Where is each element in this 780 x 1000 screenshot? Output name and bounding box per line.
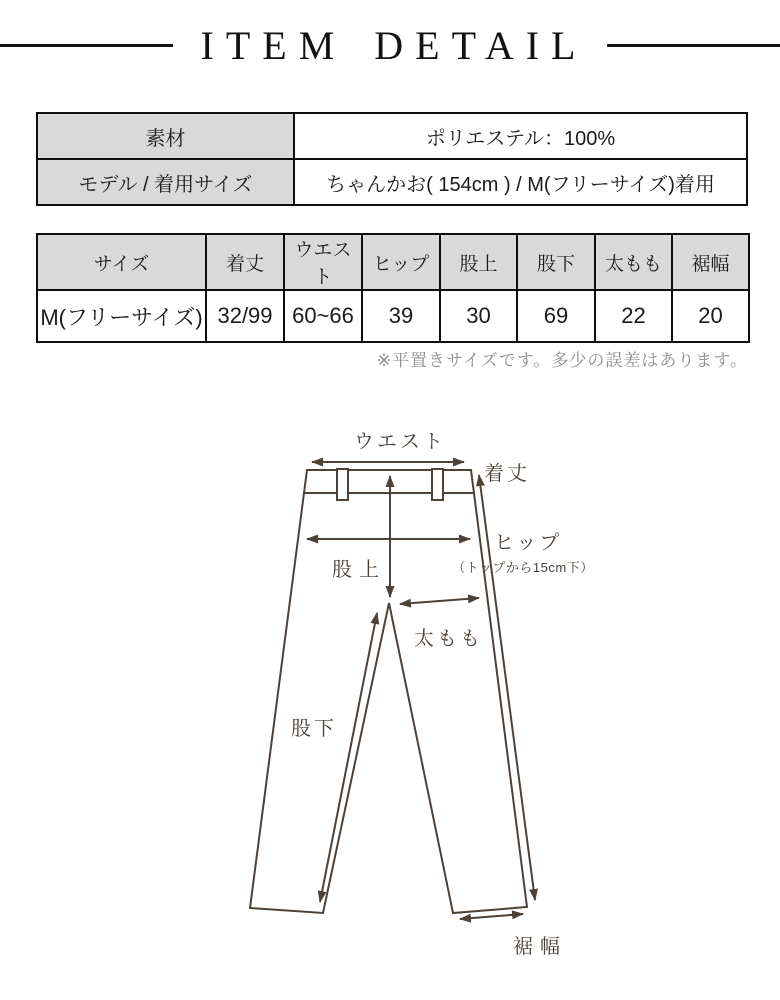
hip-label: ヒップ: [494, 532, 563, 554]
info-value-model-size: ちゃんかお( 154cm ) / M(フリーサイズ)着用: [294, 159, 747, 205]
col-header-hem: 裾幅: [672, 234, 749, 290]
col-header-inseam: 股下: [517, 234, 595, 290]
inseam-label: 股下: [291, 718, 337, 740]
measurement-note: ※平置きサイズです。多少の誤差はあります。: [376, 351, 748, 370]
cell-size: M(フリーサイズ): [37, 290, 206, 342]
cell-rise: 30: [440, 290, 517, 342]
cell-waist: 60~66: [284, 290, 362, 342]
pants-outline: [250, 470, 527, 913]
col-header-waist: ウエスト: [284, 234, 362, 290]
cell-length: 32/99: [206, 290, 284, 342]
hem-width-label: 裾幅: [513, 936, 567, 958]
col-header-size: サイズ: [37, 234, 206, 290]
table-row: [37, 113, 747, 159]
table-row: [37, 159, 747, 205]
length-label: 着丈: [484, 463, 530, 485]
thigh-label: 太もも: [414, 628, 483, 650]
col-header-hip: ヒップ: [362, 234, 440, 290]
section-header: [0, 24, 780, 66]
header-rule-left: [0, 44, 173, 47]
cell-inseam: 69: [517, 290, 595, 342]
size-table-data-row: [37, 290, 749, 342]
col-header-rise: 股上: [440, 234, 517, 290]
cell-hip: 39: [362, 290, 440, 342]
col-header-thigh: 太もも: [595, 234, 672, 290]
belt-loop-left: [337, 469, 348, 500]
rise-label: 股上: [332, 559, 386, 581]
info-label-material: 素材: [37, 113, 294, 159]
header-rule-right: [607, 44, 780, 47]
hem-width-arrow: [460, 914, 523, 919]
size-table-header-row: [37, 234, 749, 290]
size-table: [36, 233, 750, 343]
cell-hem: 20: [672, 290, 749, 342]
cell-thigh: 22: [595, 290, 672, 342]
waist-label: ウエスト: [354, 431, 446, 453]
page-title: ITEM DETAIL: [200, 22, 588, 68]
col-header-length: 着丈: [206, 234, 284, 290]
info-label-model-size: モデル / 着用サイズ: [37, 159, 294, 205]
inseam-arrow: [320, 613, 377, 902]
belt-loop-right: [432, 469, 443, 500]
hip-note-label: （トップから15cm下）: [452, 560, 594, 575]
info-value-material: ポリエステル：100%: [294, 113, 747, 159]
thigh-arrow: [400, 598, 479, 604]
pants-measurement-diagram: [0, 415, 780, 1000]
info-table: [36, 112, 748, 206]
